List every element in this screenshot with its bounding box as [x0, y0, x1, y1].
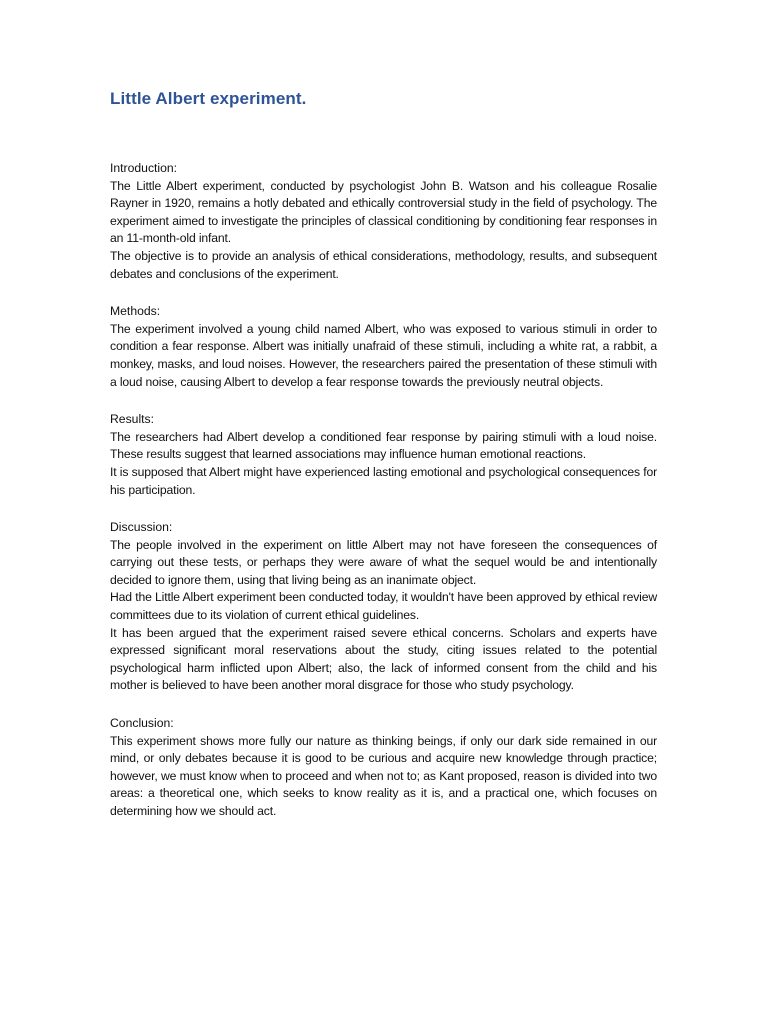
paragraph: The objective is to provide an analysis of ethical considerations, methodology, results, and subsequent debates and conclusions of the experiment. [110, 248, 657, 281]
section-methods [110, 303, 657, 391]
section-heading: Methods: [110, 304, 161, 319]
document-title: Little Albert experiment. [110, 89, 307, 108]
paragraph: The experiment involved a young child named Albert, who was exposed to various stimuli in order to condition a fear response. Albert was initially unafraid of these stimuli, including a white rat, a rabbit, a monkey, masks, and loud noises. However, the researchers paired the presentation of these stimuli with a loud noise, causing Albert to develop a fear response towards the previously neutral objects. [110, 321, 657, 389]
paragraph: Had the Little Albert experiment been conducted today, it wouldn't have been approved by ethical review committees due to its violation of current ethical guidelines. [110, 590, 657, 623]
paragraph: This experiment shows more fully our nature as thinking beings, if only our dark side remained in our mind, or only debates because it is good to be curious and acquire new knowledge through practice; however, we must know when to proceed and when not to; as Kant proposed, reason is divided into two areas: a theoretical one, which seeks to know reality as it is, and a practical one, which focuses on determining how we should act. [110, 733, 657, 818]
section-heading: Results: [110, 412, 155, 427]
section-discussion [110, 519, 657, 695]
section-heading: Introduction: [110, 161, 178, 175]
paragraph: It has been argued that the experiment raised severe ethical concerns. Scholars and experts have expressed significant moral reservations about the study, citing issues related to the potential psychological harm inflicted upon Albert; also, the lack of informed consent from the child and his mother is believed to have been another moral disgrace for those who study psychology. [110, 625, 657, 693]
paragraph: The researchers had Albert develop a conditioned fear response by pairing stimuli with a loud noise. These results suggest that learned associations may influence human emotional reactions. [110, 429, 657, 462]
paragraph: The Little Albert experiment, conducted by psychologist John B. Watson and his colleague Rosalie Rayner in 1920, remains a hotly debated and ethically controversial study in the field of psychology. The experiment aimed to investigate the principles of classical conditioning by conditioning fear responses in an 11-month-old infant. [110, 178, 657, 246]
section-conclusion [110, 715, 657, 821]
section-heading: Discussion: [110, 520, 173, 535]
section-introduction [110, 160, 657, 283]
section-heading: Conclusion: [110, 716, 174, 731]
section-results [110, 411, 657, 499]
document-body [110, 88, 657, 841]
paragraph: The people involved in the experiment on little Albert may not have foreseen the consequences of carrying out these tests, or perhaps they were aware of what the sequel would be and intentionally decided to ignore them, using that living being as an inanimate object. [110, 537, 657, 587]
paragraph: It is supposed that Albert might have experienced lasting emotional and psychological consequences for his participation. [110, 464, 657, 497]
